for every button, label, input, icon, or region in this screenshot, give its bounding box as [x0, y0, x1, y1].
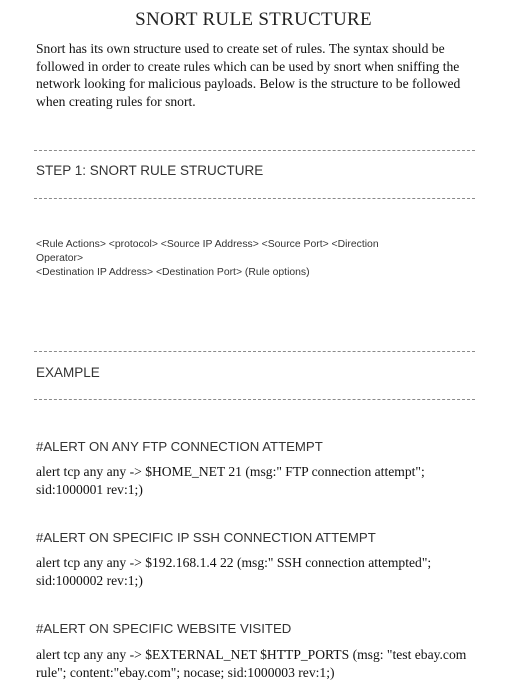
- syntax-line: <Rule Actions> <protocol> <Source IP Address> <Source Port> <Direction: [36, 239, 379, 250]
- dashed-divider: [34, 198, 475, 199]
- example-heading: EXAMPLE: [36, 365, 100, 380]
- step1-heading: STEP 1: SNORT RULE STRUCTURE: [36, 163, 264, 178]
- dashed-divider: [34, 150, 475, 151]
- syntax-line: Operator>: [36, 253, 84, 264]
- rule-text: alert tcp any any -> $EXTERNAL_NET $HTTP_PORTS (msg: "test ebay.com rule"; content:"ebay.com"; nocase; sid:1000003 rev:1;): [36, 647, 467, 680]
- rule-heading: #ALERT ON SPECIFIC IP SSH CONNECTION ATTEMPT: [36, 530, 376, 545]
- rule-text: alert tcp any any -> $HOME_NET 21 (msg:" FTP connection attempt"; sid:1000001 rev:1;): [36, 464, 425, 497]
- intro-paragraph: Snort has its own structure used to create set of rules. The syntax should be followed in order to create rules which can be used by snort when sniffing the network looking for malicious payloads. Below is the structure to be followed when creating rules for snort.: [36, 41, 461, 109]
- rule-text: alert tcp any any -> $192.168.1.4 22 (msg:" SSH connection attempted"; sid:1000002 rev:1;): [36, 555, 432, 588]
- dashed-divider: [34, 351, 475, 352]
- rule-heading: #ALERT ON SPECIFIC WEBSITE VISITED: [36, 621, 292, 636]
- dashed-divider: [34, 399, 475, 400]
- syntax-line: <Destination IP Address> <Destination Port> (Rule options): [36, 267, 310, 278]
- rule-syntax: [36, 238, 456, 280]
- rule-heading: #ALERT ON ANY FTP CONNECTION ATTEMPT: [36, 439, 323, 454]
- page-title: SNORT RULE STRUCTURE: [135, 9, 372, 30]
